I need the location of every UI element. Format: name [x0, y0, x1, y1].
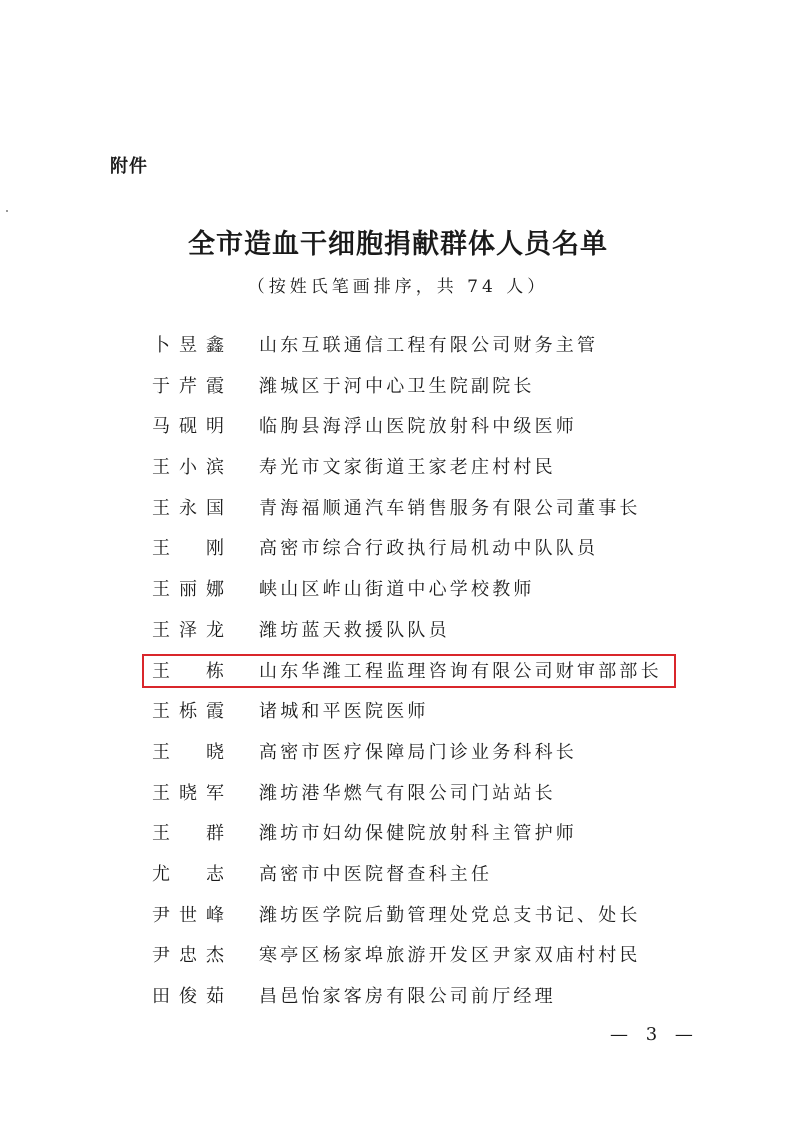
person-name: 尹忠杰: [152, 945, 224, 967]
page-title: 全市造血干细胞捐献群体人员名单: [188, 229, 608, 260]
attachment-label: 附件: [110, 156, 148, 177]
person-position: 潍坊蓝天救援队队员: [259, 619, 450, 641]
person-position: 高密市医疗保障局门诊业务科科长: [259, 741, 577, 763]
roster-row: [0, 770, 796, 811]
person-position: 潍坊市妇幼保健院放射科主管护师: [259, 823, 577, 845]
person-position: 潍坊医学院后勤管理处党总支书记、处长: [259, 904, 641, 926]
person-name: 王晓军: [152, 782, 224, 804]
person-position: 潍坊港华燃气有限公司门站站长: [259, 782, 556, 804]
person-position: 高密市综合行政执行局机动中队队员: [259, 538, 599, 560]
roster-row: [0, 810, 796, 851]
roster-row: [0, 932, 796, 973]
roster-row: [0, 444, 796, 485]
person-position: 寒亭区杨家埠旅游开发区尹家双庙村村民: [259, 945, 641, 967]
roster-row: [0, 485, 796, 526]
person-name: 于芹霞: [152, 375, 224, 397]
roster-row: [0, 851, 796, 892]
person-name: 王小滨: [152, 457, 224, 479]
person-position: 潍城区于河中心卫生院副院长: [259, 375, 535, 397]
roster-row: [0, 892, 796, 933]
person-name: 尹世峰: [152, 904, 224, 926]
person-name: 马砚明: [152, 416, 224, 438]
scan-speck: [6, 210, 8, 212]
roster-row: [0, 403, 796, 444]
person-name: 王刚: [152, 538, 224, 560]
roster-row: [0, 566, 796, 607]
person-position: 山东华潍工程监理咨询有限公司财审部部长: [259, 660, 662, 682]
person-position: 昌邑怡家客房有限公司前厅经理: [259, 986, 556, 1007]
person-name: 尤志: [152, 863, 224, 885]
person-name: 王丽娜: [152, 579, 224, 601]
person-name: 王栋: [152, 660, 224, 682]
person-name: 卜昱鑫: [152, 335, 224, 356]
person-position: 峡山区岞山街道中心学校教师: [259, 579, 535, 601]
highlight-box: [142, 654, 676, 688]
person-name: 田俊茹: [152, 986, 224, 1007]
person-name: 王晓: [152, 741, 224, 763]
person-name: 王泽龙: [152, 619, 224, 641]
roster-row: [0, 688, 796, 729]
person-name: 王群: [152, 823, 224, 845]
person-position: 寿光市文家街道王家老庄村村民: [259, 457, 556, 479]
person-position: 高密市中医院督查科主任: [259, 863, 493, 885]
roster-row: [0, 322, 796, 363]
person-position: 临朐县海浮山医院放射科中级医师: [259, 416, 577, 438]
person-position: 山东互联通信工程有限公司财务主管: [259, 335, 599, 356]
roster-row: [0, 607, 796, 648]
roster-row: [0, 525, 796, 566]
page-subtitle: （按姓氏笔画排序，共 74 人）: [247, 277, 549, 297]
roster-row: [0, 973, 796, 1014]
person-position: 诸城和平医院医师: [259, 701, 429, 723]
person-position: 青海福顺通汽车销售服务有限公司董事长: [259, 497, 641, 519]
roster-row: [0, 729, 796, 770]
roster-row: [0, 363, 796, 404]
person-name: 王永国: [152, 497, 224, 519]
page-number: — 3 —: [610, 1024, 699, 1045]
person-name: 王栎霞: [152, 701, 224, 723]
